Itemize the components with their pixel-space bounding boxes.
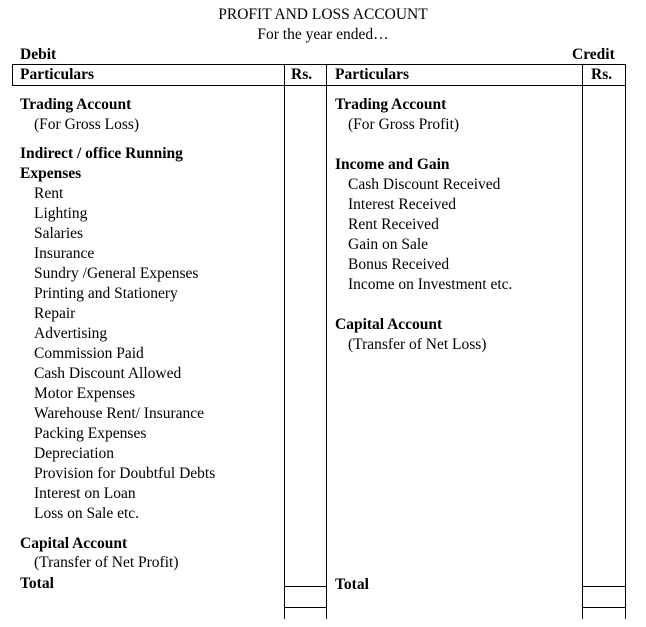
right-outer-border xyxy=(625,64,626,619)
debit-label: Debit xyxy=(20,46,57,63)
list-item: Depreciation xyxy=(34,445,115,462)
list-item: Commission Paid xyxy=(34,345,144,362)
right-total-line-top xyxy=(582,586,626,587)
list-item: Interest Received xyxy=(348,196,457,213)
right-total-line-bottom xyxy=(582,607,626,608)
list-item: Repair xyxy=(34,305,76,322)
right-rs-divider xyxy=(582,64,583,619)
list-item: Rent Received xyxy=(348,216,439,233)
left-particulars-header: Particulars xyxy=(20,66,95,83)
right-total-label: Total xyxy=(335,576,369,593)
list-item: Income on Investment etc. xyxy=(348,276,513,293)
list-item: Salaries xyxy=(34,225,84,242)
list-item: Motor Expenses xyxy=(34,385,136,402)
center-divider xyxy=(326,64,327,619)
left-total-line-bottom xyxy=(284,607,326,608)
left-rs-header: Rs. xyxy=(291,66,313,83)
income-heading: Income and Gain xyxy=(335,156,450,173)
list-item: Cash Discount Received xyxy=(348,176,501,193)
list-item: Insurance xyxy=(34,245,95,262)
list-item: Gain on Sale xyxy=(348,236,429,253)
left-total-line-top xyxy=(284,586,326,587)
list-item: Packing Expenses xyxy=(34,425,147,442)
table-top-border xyxy=(12,64,626,65)
list-item: Bonus Received xyxy=(348,256,450,273)
page-title: PROFIT AND LOSS ACCOUNT xyxy=(218,6,428,23)
credit-label: Credit xyxy=(572,46,615,63)
left-gross-loss: (For Gross Loss) xyxy=(34,116,140,133)
list-item: Interest on Loan xyxy=(34,485,136,502)
left-total-label: Total xyxy=(20,575,54,592)
list-item: Provision for Doubtful Debts xyxy=(34,465,216,482)
right-trading-account: Trading Account xyxy=(335,96,447,113)
left-rs-divider xyxy=(284,64,285,619)
list-item: Rent xyxy=(34,185,64,202)
left-net-profit: (Transfer of Net Profit) xyxy=(34,554,179,571)
right-capital-account: Capital Account xyxy=(335,316,443,333)
right-net-loss: (Transfer of Net Loss) xyxy=(348,336,487,353)
list-item: Printing and Stationery xyxy=(34,285,178,302)
left-outer-border xyxy=(12,64,13,86)
indirect-expenses-heading-line2: Expenses xyxy=(20,165,82,182)
list-item: Warehouse Rent/ Insurance xyxy=(34,405,205,422)
left-trading-account: Trading Account xyxy=(20,96,132,113)
right-gross-profit: (For Gross Profit) xyxy=(348,116,460,133)
list-item: Sundry /General Expenses xyxy=(34,265,199,282)
income-list xyxy=(348,175,512,295)
list-item: Cash Discount Allowed xyxy=(34,365,182,382)
list-item: Loss on Sale etc. xyxy=(34,505,140,522)
right-particulars-header: Particulars xyxy=(335,66,410,83)
left-capital-account: Capital Account xyxy=(20,535,128,552)
list-item: Lighting xyxy=(34,205,88,222)
indirect-expenses-heading-line1: Indirect / office Running xyxy=(20,145,183,162)
list-item: Advertising xyxy=(34,325,108,342)
header-bottom-border xyxy=(12,85,626,86)
expense-list xyxy=(34,184,215,524)
page-subtitle: For the year ended… xyxy=(257,26,389,43)
right-rs-header: Rs. xyxy=(591,66,613,83)
